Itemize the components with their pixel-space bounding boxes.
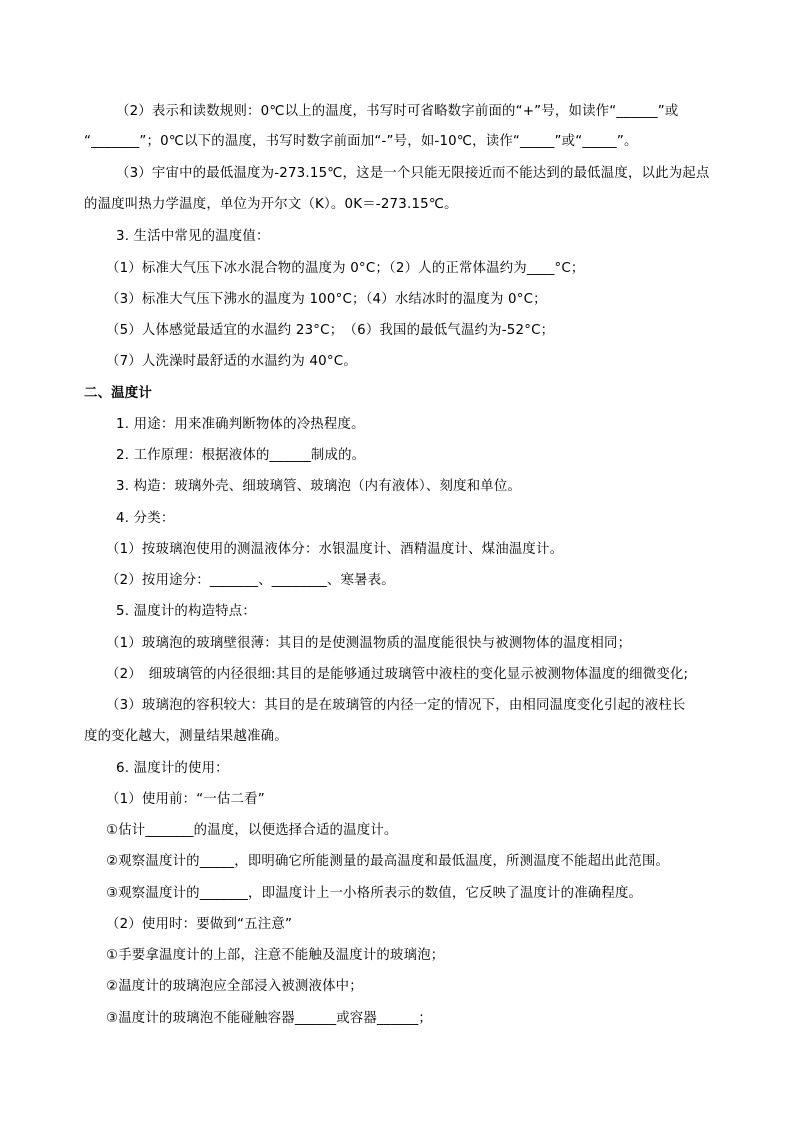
feature-thin-wall: （1）玻璃泡的玻璃壁很薄：其目的是使测温物质的温度能很快与被测物体的温度相同； bbox=[106, 636, 632, 651]
list-item-usage-method: 6. 温度计的使用： bbox=[116, 761, 229, 776]
list-item-temperature-1: （1）标准大气压下冰水混合物的温度为 0°C；（2）人的正常体温约为____°C； bbox=[106, 261, 585, 276]
paragraph-reading-rules: （2）表示和读数规则：0℃以上的温度，书写时可省略数字前面的“+”号，如读作“______”或 bbox=[116, 104, 679, 119]
list-item-temperature-4: （7）人洗澡时最舒适的水温约为 40°C。 bbox=[106, 354, 357, 369]
list-item-principle: 2. 工作原理：根据液体的______制成的。 bbox=[116, 448, 366, 463]
classification-by-usage: （2）按用途分：_______、________、寒暑表。 bbox=[106, 573, 395, 588]
before-use-step-1: ①估计_______的温度，以便选择合适的温度计。 bbox=[106, 823, 398, 838]
paragraph-reading-rules-cont: “_______”；0℃以下的温度，书写时数字前面加“-”号，如-10℃，读作“_____”或“_____”。 bbox=[84, 134, 638, 149]
feature-narrow-tube: （2） 细玻璃管的内径很细:其目的是能够通过玻璃管中液柱的变化显示被测物体温度的细微变化; bbox=[106, 667, 689, 682]
list-item-structure: 3. 构造：玻璃外壳、细玻璃管、玻璃泡（内有液体）、刻度和单位。 bbox=[116, 479, 522, 494]
during-use-heading: （2）使用时：要做到“五注意” bbox=[106, 917, 293, 932]
paragraph-lowest-temperature: （3）宇宙中的最低温度为-273.15℃，这是一个只能无限接近而不能达到的最低温度，以此为起点 bbox=[116, 166, 710, 181]
feature-large-bulb: （3）玻璃泡的容积较大：其目的是在玻璃管的内径一定的情况下，由相同温度变化引起的液柱长 bbox=[106, 698, 686, 713]
classification-by-liquid: （1）按玻璃泡使用的测温液体分：水银温度计、酒精温度计、煤油温度计。 bbox=[106, 542, 564, 557]
list-item-features: 5. 温度计的构造特点： bbox=[116, 604, 256, 619]
section-heading-thermometer: 二、温度计 bbox=[84, 386, 152, 401]
during-use-step-1: ①手要拿温度计的上部，注意不能触及温度计的玻璃泡； bbox=[106, 948, 445, 963]
during-use-step-2: ②温度计的玻璃泡应全部浸入被测液体中； bbox=[106, 979, 363, 994]
feature-large-bulb-cont: 度的变化越大，测量结果越准确。 bbox=[84, 729, 288, 744]
list-item-temperature-2: （3）标准大气压下沸水的温度为 100°C；（4）水结冰时的温度为 0°C； bbox=[106, 292, 547, 307]
list-item-usage: 1. 用途：用来准确判断物体的冷热程度。 bbox=[116, 417, 365, 432]
during-use-step-3: ③温度计的玻璃泡不能碰触容器______或容器______； bbox=[106, 1011, 432, 1026]
heading-common-temperatures: 3. 生活中常见的温度值： bbox=[116, 229, 270, 244]
list-item-temperature-3: （5）人体感觉最适宜的水温约 23°C； （6）我国的最低气温约为-52°C； bbox=[106, 323, 555, 338]
paragraph-lowest-temperature-cont: 的温度叫热力学温度，单位为开尔文（K）。0K＝-273.15℃。 bbox=[84, 197, 458, 212]
before-use-step-2: ②观察温度计的_____，即明确它所能测量的最高温度和最低温度，所测温度不能超出此范围。 bbox=[106, 854, 670, 869]
before-use-heading: （1）使用前：“一估二看” bbox=[106, 792, 265, 807]
list-item-classification: 4. 分类： bbox=[116, 511, 175, 526]
before-use-step-3: ③观察温度计的_______，即温度计上一小格所表示的数值，它反映了温度计的准确程度。 bbox=[106, 886, 643, 901]
